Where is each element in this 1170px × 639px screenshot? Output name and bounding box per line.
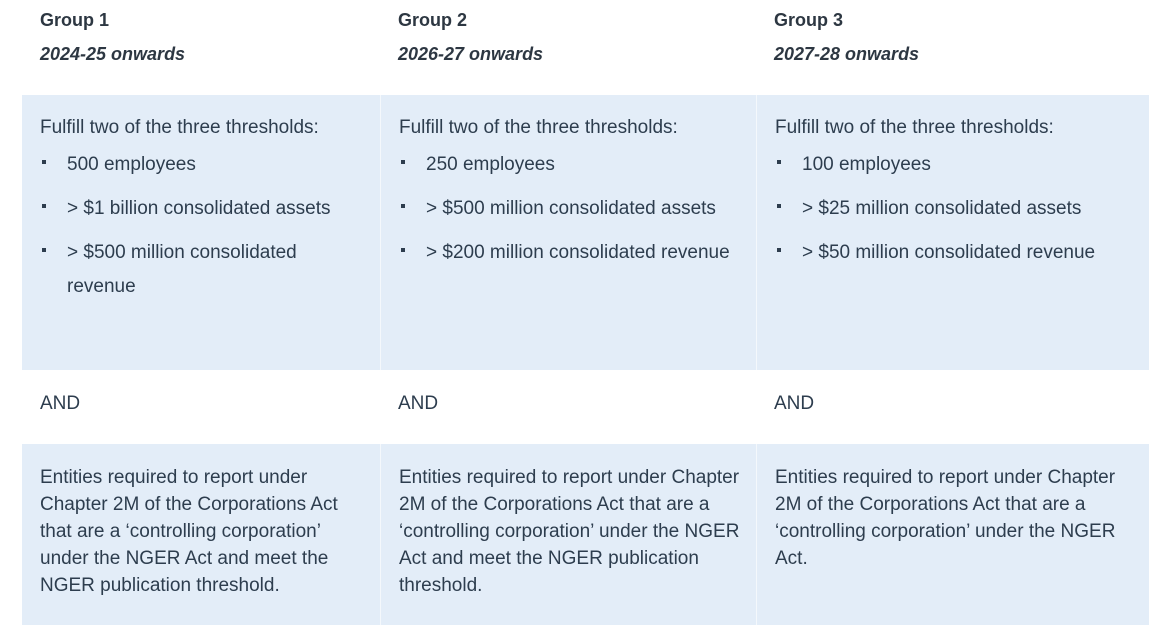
and-connector: AND: [398, 393, 439, 414]
group-3-thresholds-cell: [756, 95, 1149, 370]
bullet-icon: [401, 160, 405, 164]
header-row: [22, 0, 1149, 95]
threshold-item: [399, 192, 756, 226]
group-2-period: 2026-27 onwards: [398, 44, 544, 64]
group-3-and-cell: [756, 370, 1149, 444]
bullet-icon: [42, 248, 46, 252]
group-1-threshold-list: [40, 148, 380, 304]
bullet-icon: [401, 248, 405, 252]
threshold-item: [775, 148, 1149, 182]
group-1-thresholds-cell: [22, 95, 380, 370]
entities-row: [22, 444, 1149, 625]
and-connector: AND: [40, 393, 81, 414]
threshold-item: [40, 148, 380, 182]
threshold-item: [775, 236, 1149, 270]
threshold-item: [40, 192, 380, 226]
bullet-icon: [42, 160, 46, 164]
reporting-groups-table: [22, 0, 1149, 625]
group-3-threshold-intro: Fulfill two of the three thresholds:: [775, 117, 1054, 138]
group-2-and-cell: [380, 370, 756, 444]
group-1-entities-text: Entities required to report under Chapter 2M of the Corporations Act that are a ‘controlling corporation’ under the NGER Act and meet the NGER publication threshold.: [40, 467, 338, 596]
thresholds-row: [22, 95, 1149, 370]
threshold-item: [399, 236, 756, 270]
threshold-item: [40, 236, 380, 304]
threshold-text: > $1 billion consolidated assets: [67, 198, 331, 219]
threshold-text: > $50 million consolidated revenue: [802, 242, 1096, 263]
group-1-and-cell: [22, 370, 380, 444]
threshold-item: [775, 192, 1149, 226]
group-1-period: 2024-25 onwards: [40, 44, 186, 64]
group-3-title: Group 3: [774, 10, 844, 30]
group-2-title: Group 2: [398, 10, 468, 30]
group-3-period: 2027-28 onwards: [774, 44, 920, 64]
and-connector: AND: [774, 393, 815, 414]
threshold-text: > $200 million consolidated revenue: [426, 242, 730, 263]
group-3-header: [756, 0, 1149, 95]
bullet-icon: [401, 204, 405, 208]
threshold-text: 250 employees: [426, 154, 555, 175]
group-3-entities-cell: [756, 444, 1149, 625]
threshold-item: [399, 148, 756, 182]
group-1-threshold-intro: Fulfill two of the three thresholds:: [40, 117, 319, 138]
group-1-title: Group 1: [40, 10, 110, 30]
threshold-text: > $25 million consolidated assets: [802, 198, 1082, 219]
group-2-threshold-list: [399, 148, 756, 270]
group-1-header: [22, 0, 380, 95]
group-2-entities-text: Entities required to report under Chapter 2M of the Corporations Act that are a ‘controlling corporation’ under the NGER Act and meet the NGER publication threshold.: [399, 467, 740, 596]
group-2-threshold-intro: Fulfill two of the three thresholds:: [399, 117, 678, 138]
group-3-entities-text: Entities required to report under Chapter 2M of the Corporations Act that are a ‘controlling corporation’ under the NGER Act.: [775, 467, 1116, 569]
group-2-thresholds-cell: [380, 95, 756, 370]
bullet-icon: [777, 160, 781, 164]
threshold-text: 100 employees: [802, 154, 931, 175]
group-2-header: [380, 0, 756, 95]
bullet-icon: [777, 204, 781, 208]
and-row: [22, 370, 1149, 444]
threshold-text: 500 employees: [67, 154, 196, 175]
group-3-threshold-list: [775, 148, 1149, 270]
group-2-entities-cell: [380, 444, 756, 625]
group-1-entities-cell: [22, 444, 380, 625]
bullet-icon: [42, 204, 46, 208]
bullet-icon: [777, 248, 781, 252]
threshold-text: > $500 million consolidated revenue: [67, 242, 297, 297]
threshold-text: > $500 million consolidated assets: [426, 198, 716, 219]
